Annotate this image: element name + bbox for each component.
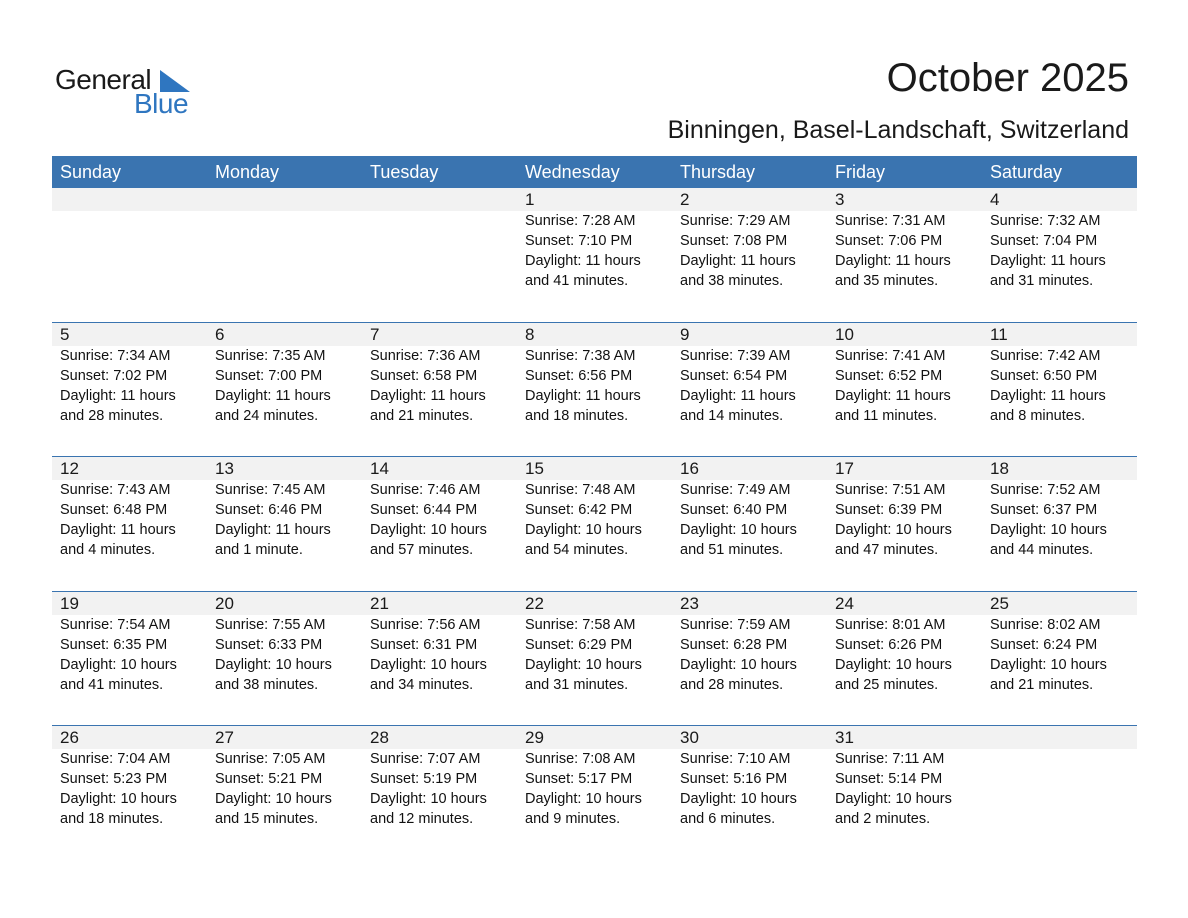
sunrise-text: Sunrise: 7:48 AM xyxy=(525,482,636,498)
sunrise-text: Sunrise: 7:54 AM xyxy=(60,616,171,633)
day-number: 23 xyxy=(680,593,699,613)
week-cells xyxy=(52,323,1137,426)
calendar-week-row xyxy=(52,726,1137,860)
daylight-minutes-text: and 44 minutes. xyxy=(990,542,1094,558)
day-number xyxy=(215,188,362,211)
day-number xyxy=(60,188,207,211)
sunrise-text: Sunrise: 7:05 AM xyxy=(215,751,326,767)
calendar-weeks xyxy=(52,188,1137,860)
empty-day-cell xyxy=(982,726,1137,829)
sunrise-text: Sunrise: 7:51 AM xyxy=(835,482,946,498)
sunset-text: Sunset: 6:24 PM xyxy=(990,636,1098,653)
sunset-text: Sunset: 5:19 PM xyxy=(370,771,478,787)
day-cell xyxy=(517,188,672,291)
daylight-minutes-text: and 35 minutes. xyxy=(835,273,939,289)
day-cell xyxy=(52,592,207,695)
sunrise-text: Sunrise: 7:46 AM xyxy=(370,482,481,498)
day-number: 5 xyxy=(60,324,70,344)
sunrise-text: Sunrise: 7:31 AM xyxy=(835,213,946,229)
day-cell xyxy=(207,592,362,695)
logo xyxy=(55,64,205,120)
day-number: 6 xyxy=(215,324,225,344)
day-cell xyxy=(982,323,1137,426)
sunrise-text: Sunrise: 7:56 AM xyxy=(370,616,481,633)
day-number xyxy=(990,726,1137,749)
day-cell xyxy=(827,323,982,426)
sunset-text: Sunset: 6:44 PM xyxy=(370,502,478,518)
sunrise-text: Sunrise: 7:32 AM xyxy=(990,213,1101,229)
sunset-text: Sunset: 6:33 PM xyxy=(215,636,323,653)
day-cell xyxy=(517,592,672,695)
sunset-text: Sunset: 5:21 PM xyxy=(215,771,323,787)
day-number: 27 xyxy=(215,728,234,747)
daylight-text: Daylight: 11 hours xyxy=(525,253,641,269)
daylight-text: Daylight: 10 hours xyxy=(215,791,332,807)
sunrise-text: Sunrise: 7:42 AM xyxy=(990,347,1101,364)
week-cells xyxy=(52,726,1137,829)
weekday-header-thursday: Thursday xyxy=(680,162,756,182)
calendar xyxy=(52,156,1137,860)
daylight-minutes-text: and 4 minutes. xyxy=(60,542,156,558)
daylight-minutes-text: and 51 minutes. xyxy=(680,542,784,558)
sunrise-text: Sunrise: 7:35 AM xyxy=(215,347,326,364)
daylight-minutes-text: and 31 minutes. xyxy=(990,273,1094,289)
sunrise-text: Sunrise: 7:36 AM xyxy=(370,347,481,364)
sunrise-text: Sunrise: 7:45 AM xyxy=(215,482,326,498)
daylight-minutes-text: and 38 minutes. xyxy=(680,273,784,289)
daylight-minutes-text: and 21 minutes. xyxy=(990,676,1094,693)
sunset-text: Sunset: 5:16 PM xyxy=(680,771,788,787)
day-cell xyxy=(982,457,1137,560)
daylight-text: Daylight: 11 hours xyxy=(60,387,176,404)
day-cell xyxy=(207,323,362,426)
weekday-header-tuesday: Tuesday xyxy=(370,162,439,182)
day-number: 28 xyxy=(370,728,389,747)
daylight-text: Daylight: 11 hours xyxy=(990,253,1106,269)
daylight-text: Daylight: 10 hours xyxy=(680,791,797,807)
daylight-text: Daylight: 10 hours xyxy=(525,656,642,673)
daylight-minutes-text: and 15 minutes. xyxy=(215,811,319,827)
daylight-text: Daylight: 10 hours xyxy=(990,522,1107,538)
day-cell xyxy=(827,592,982,695)
day-cell xyxy=(52,457,207,560)
sunset-text: Sunset: 7:06 PM xyxy=(835,233,943,249)
day-cell xyxy=(827,726,982,829)
daylight-text: Daylight: 10 hours xyxy=(680,522,797,538)
calendar-week-row xyxy=(52,323,1137,458)
sunset-text: Sunset: 6:56 PM xyxy=(525,367,633,384)
daylight-minutes-text: and 31 minutes. xyxy=(525,676,629,693)
daylight-minutes-text: and 8 minutes. xyxy=(990,407,1086,424)
day-number: 9 xyxy=(680,324,690,344)
day-number: 17 xyxy=(835,459,854,478)
day-number: 15 xyxy=(525,459,544,478)
empty-day-cell xyxy=(52,188,207,291)
daylight-text: Daylight: 11 hours xyxy=(60,522,176,538)
daylight-text: Daylight: 10 hours xyxy=(370,522,487,538)
daylight-text: Daylight: 10 hours xyxy=(60,791,177,807)
day-cell xyxy=(362,726,517,829)
sunset-text: Sunset: 6:39 PM xyxy=(835,502,943,518)
day-cell xyxy=(207,457,362,560)
daylight-minutes-text: and 9 minutes. xyxy=(525,811,621,827)
day-cell xyxy=(362,457,517,560)
daylight-text: Daylight: 11 hours xyxy=(525,387,641,404)
sunrise-text: Sunrise: 8:01 AM xyxy=(835,616,946,633)
day-number: 18 xyxy=(990,459,1009,478)
location-subtitle: Binningen, Basel-Landschaft, Switzerland xyxy=(667,116,1129,144)
sunrise-text: Sunrise: 7:29 AM xyxy=(680,213,791,229)
day-number: 12 xyxy=(60,459,79,478)
day-number: 8 xyxy=(525,324,535,344)
daylight-minutes-text: and 12 minutes. xyxy=(370,811,474,827)
daylight-text: Daylight: 11 hours xyxy=(680,387,796,404)
daylight-minutes-text: and 1 minute. xyxy=(215,542,303,558)
sunrise-text: Sunrise: 7:39 AM xyxy=(680,347,791,364)
daylight-minutes-text: and 14 minutes. xyxy=(680,407,784,424)
daylight-minutes-text: and 6 minutes. xyxy=(680,811,776,827)
daylight-minutes-text: and 2 minutes. xyxy=(835,811,931,827)
daylight-text: Daylight: 11 hours xyxy=(215,387,331,404)
sunrise-text: Sunrise: 7:58 AM xyxy=(525,616,636,633)
day-number: 26 xyxy=(60,728,79,747)
day-cell xyxy=(362,323,517,426)
sunset-text: Sunset: 5:14 PM xyxy=(835,771,943,787)
day-cell xyxy=(517,457,672,560)
sunset-text: Sunset: 7:08 PM xyxy=(680,233,788,249)
day-number: 11 xyxy=(990,324,1008,344)
day-number: 4 xyxy=(990,190,1000,209)
daylight-minutes-text: and 41 minutes. xyxy=(525,273,629,289)
daylight-text: Daylight: 10 hours xyxy=(525,791,642,807)
empty-day-cell xyxy=(362,188,517,291)
daylight-text: Daylight: 10 hours xyxy=(680,656,797,673)
sunrise-text: Sunrise: 7:49 AM xyxy=(680,482,791,498)
daylight-minutes-text: and 18 minutes. xyxy=(60,811,164,827)
week-cells xyxy=(52,188,1137,291)
week-cells xyxy=(52,457,1137,560)
daylight-text: Daylight: 10 hours xyxy=(835,791,952,807)
day-cell xyxy=(517,726,672,829)
logo-word-blue: Blue xyxy=(134,88,189,119)
empty-day-cell xyxy=(207,188,362,291)
daylight-minutes-text: and 34 minutes. xyxy=(370,676,474,693)
sunset-text: Sunset: 6:50 PM xyxy=(990,367,1098,384)
daylight-text: Daylight: 10 hours xyxy=(835,522,952,538)
day-cell xyxy=(982,188,1137,291)
weekday-header-sunday: Sunday xyxy=(60,162,122,182)
day-cell xyxy=(982,592,1137,695)
sunset-text: Sunset: 6:52 PM xyxy=(835,367,943,384)
daylight-minutes-text: and 41 minutes. xyxy=(60,676,164,693)
weekday-header-friday: Friday xyxy=(835,162,886,182)
daylight-minutes-text: and 54 minutes. xyxy=(525,542,629,558)
sunset-text: Sunset: 6:28 PM xyxy=(680,636,788,653)
sunrise-text: Sunrise: 7:38 AM xyxy=(525,347,636,364)
day-number: 1 xyxy=(525,190,535,209)
daylight-text: Daylight: 10 hours xyxy=(525,522,642,538)
sunset-text: Sunset: 6:48 PM xyxy=(60,502,168,518)
sunset-text: Sunset: 7:10 PM xyxy=(525,233,633,249)
day-cell xyxy=(362,592,517,695)
week-cells xyxy=(52,592,1137,695)
sunrise-text: Sunrise: 7:34 AM xyxy=(60,347,171,364)
day-number: 2 xyxy=(680,190,690,209)
daylight-text: Daylight: 10 hours xyxy=(370,656,487,673)
day-cell xyxy=(672,457,827,560)
sunrise-text: Sunrise: 7:59 AM xyxy=(680,616,791,633)
day-number: 10 xyxy=(835,324,854,344)
weekday-header-saturday: Saturday xyxy=(990,162,1063,182)
sunrise-text: Sunrise: 7:55 AM xyxy=(215,616,326,633)
daylight-minutes-text: and 18 minutes. xyxy=(525,407,629,424)
daylight-text: Daylight: 11 hours xyxy=(990,387,1106,404)
sunset-text: Sunset: 6:40 PM xyxy=(680,502,788,518)
daylight-text: Daylight: 10 hours xyxy=(835,656,952,673)
weekday-header-row xyxy=(52,156,1137,188)
sunrise-text: Sunrise: 7:52 AM xyxy=(990,482,1101,498)
sunrise-text: Sunrise: 7:04 AM xyxy=(60,751,171,767)
day-number: 21 xyxy=(370,593,389,613)
sunrise-text: Sunrise: 7:43 AM xyxy=(60,482,171,498)
sunset-text: Sunset: 6:26 PM xyxy=(835,636,943,653)
day-cell xyxy=(207,726,362,829)
day-number: 22 xyxy=(525,593,544,613)
daylight-minutes-text: and 11 minutes. xyxy=(835,407,938,424)
sunset-text: Sunset: 7:02 PM xyxy=(60,367,168,384)
day-number: 16 xyxy=(680,459,699,478)
day-number: 31 xyxy=(835,728,854,747)
daylight-minutes-text: and 28 minutes. xyxy=(680,676,784,693)
sunset-text: Sunset: 6:29 PM xyxy=(525,636,633,653)
sunset-text: Sunset: 6:42 PM xyxy=(525,502,633,518)
sunset-text: Sunset: 7:00 PM xyxy=(215,367,323,384)
daylight-text: Daylight: 11 hours xyxy=(835,387,951,404)
sunset-text: Sunset: 7:04 PM xyxy=(990,233,1098,249)
day-cell xyxy=(827,188,982,291)
daylight-text: Daylight: 11 hours xyxy=(835,253,951,269)
day-number: 19 xyxy=(60,593,79,613)
daylight-text: Daylight: 10 hours xyxy=(990,656,1107,673)
day-cell xyxy=(672,726,827,829)
day-number: 24 xyxy=(835,593,854,613)
daylight-minutes-text: and 24 minutes. xyxy=(215,407,319,424)
day-number: 29 xyxy=(525,728,544,747)
sunset-text: Sunset: 5:17 PM xyxy=(525,771,633,787)
daylight-minutes-text: and 21 minutes. xyxy=(370,407,474,424)
day-cell xyxy=(672,323,827,426)
daylight-text: Daylight: 11 hours xyxy=(215,522,331,538)
sunset-text: Sunset: 6:37 PM xyxy=(990,502,1098,518)
daylight-minutes-text: and 57 minutes. xyxy=(370,542,474,558)
day-cell xyxy=(672,188,827,291)
sunset-text: Sunset: 5:23 PM xyxy=(60,771,168,787)
day-cell xyxy=(827,457,982,560)
weekday-header-monday: Monday xyxy=(215,162,280,182)
day-number: 30 xyxy=(680,728,699,747)
daylight-text: Daylight: 11 hours xyxy=(680,253,796,269)
daylight-text: Daylight: 10 hours xyxy=(370,791,487,807)
sunset-text: Sunset: 6:46 PM xyxy=(215,502,323,518)
sunset-text: Sunset: 6:35 PM xyxy=(60,636,168,653)
sunrise-text: Sunrise: 7:08 AM xyxy=(525,751,636,767)
day-cell xyxy=(672,592,827,695)
day-number: 13 xyxy=(215,459,234,478)
daylight-minutes-text: and 28 minutes. xyxy=(60,407,164,424)
daylight-minutes-text: and 47 minutes. xyxy=(835,542,939,558)
daylight-text: Daylight: 11 hours xyxy=(370,387,486,404)
day-number: 20 xyxy=(215,593,234,613)
logo-word-general: General xyxy=(55,64,152,95)
sunset-text: Sunset: 6:54 PM xyxy=(680,367,788,384)
daylight-text: Daylight: 10 hours xyxy=(60,656,177,673)
day-number: 25 xyxy=(990,593,1009,613)
day-cell xyxy=(52,323,207,426)
day-number: 14 xyxy=(370,459,389,478)
sunset-text: Sunset: 6:31 PM xyxy=(370,636,478,653)
day-cell xyxy=(52,726,207,829)
daylight-minutes-text: and 25 minutes. xyxy=(835,676,939,693)
sunset-text: Sunset: 6:58 PM xyxy=(370,367,478,384)
sunrise-text: Sunrise: 7:41 AM xyxy=(835,347,946,364)
page-title: October 2025 xyxy=(886,56,1129,100)
daylight-minutes-text: and 38 minutes. xyxy=(215,676,319,693)
day-number xyxy=(370,188,517,211)
calendar-week-row xyxy=(52,188,1137,323)
sunrise-text: Sunrise: 7:10 AM xyxy=(680,751,791,767)
day-cell xyxy=(517,323,672,426)
sunrise-text: Sunrise: 7:11 AM xyxy=(835,751,945,767)
sunrise-text: Sunrise: 8:02 AM xyxy=(990,616,1101,633)
daylight-text: Daylight: 10 hours xyxy=(215,656,332,673)
calendar-week-row xyxy=(52,457,1137,592)
sunrise-text: Sunrise: 7:07 AM xyxy=(370,751,481,767)
sunrise-text: Sunrise: 7:28 AM xyxy=(525,213,636,229)
calendar-week-row xyxy=(52,592,1137,727)
day-number: 3 xyxy=(835,190,845,209)
weekday-header-wednesday: Wednesday xyxy=(525,162,620,182)
day-number: 7 xyxy=(370,324,380,344)
